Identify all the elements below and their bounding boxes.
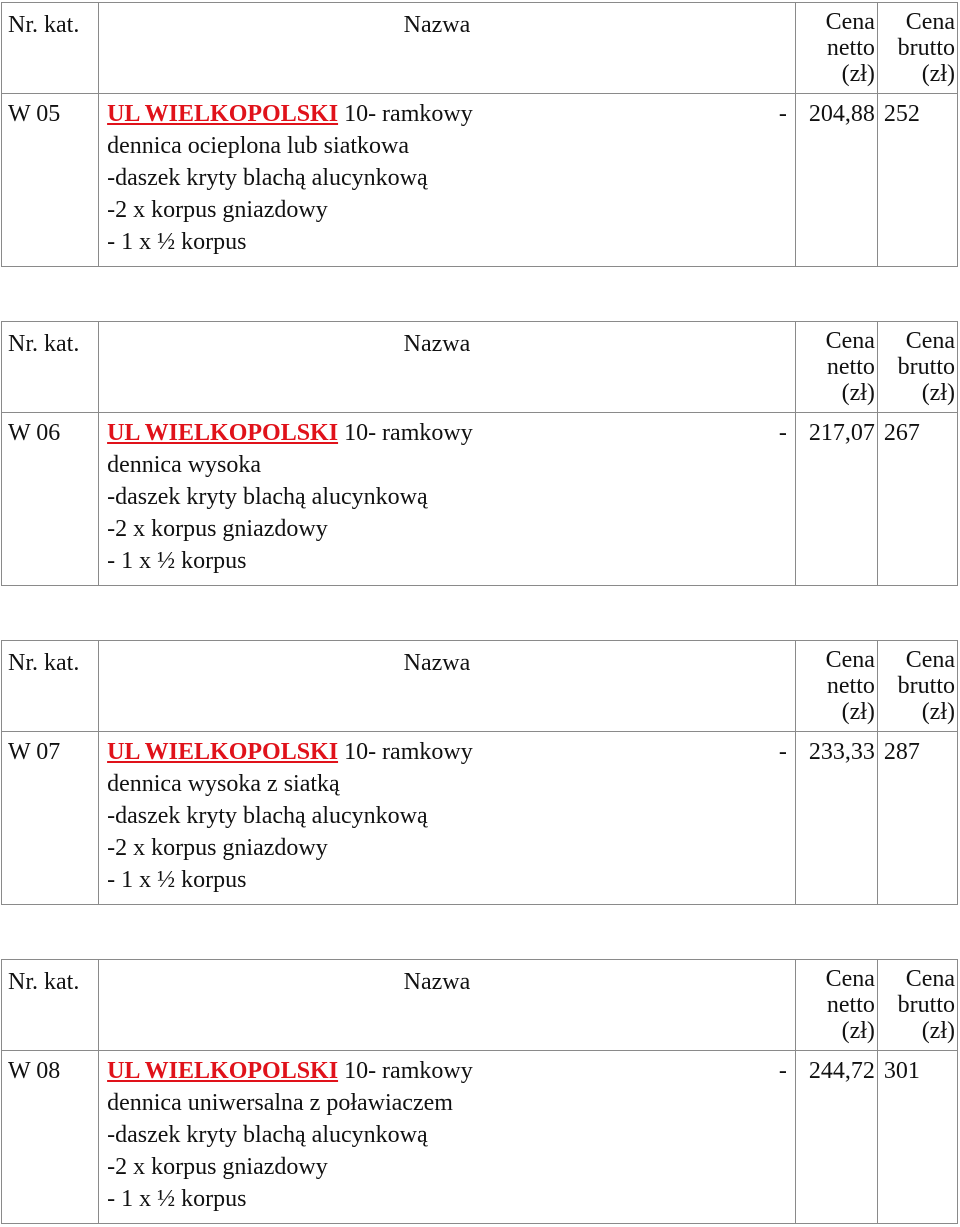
gross-price: 301 [877, 1051, 957, 1224]
gross-price: 252 [877, 94, 957, 267]
table-header-row [2, 3, 958, 94]
header-net-line-1: Cena [825, 966, 875, 992]
header-gross-line-1: Cena [905, 9, 955, 35]
product-title-rest: 10- ramkowy [338, 739, 473, 765]
brand-link[interactable]: UL WIELKOPOLSKI [107, 1058, 339, 1084]
gross-price: 267 [877, 413, 957, 586]
catalog-number: W 05 [2, 94, 99, 267]
header-net-line-2: netto [826, 35, 875, 61]
header-name [99, 960, 796, 1051]
product-table [1, 640, 958, 905]
catalog-number: W 06 [2, 413, 99, 586]
header-name-label: Nazwa [403, 969, 471, 995]
header-gross-line-1: Cena [905, 966, 955, 992]
header-gross-line-2: brutto [897, 992, 955, 1018]
header-net-price [795, 960, 877, 1051]
gross-price: 287 [877, 732, 957, 905]
product-description [99, 732, 796, 905]
header-gross-line-3: (zł) [921, 380, 955, 406]
header-catalog-number: Nr. kat. [2, 3, 99, 94]
header-net-line-1: Cena [825, 9, 875, 35]
header-gross-price [877, 641, 957, 732]
description-line: dennica wysoka z siatką [107, 771, 340, 797]
header-gross-line-3: (zł) [921, 61, 955, 87]
description-line: -daszek kryty blachą alucynkową [107, 165, 428, 191]
header-net-line-1: Cena [825, 647, 875, 673]
header-gross-price [877, 960, 957, 1051]
table-header-row [2, 641, 958, 732]
product-title-rest: 10- ramkowy [338, 420, 473, 446]
description-line: -2 x korpus gniazdowy [107, 197, 328, 223]
header-gross-line-2: brutto [897, 354, 955, 380]
description-line: -2 x korpus gniazdowy [107, 516, 328, 542]
header-name-label: Nazwa [403, 331, 471, 357]
header-name [99, 641, 796, 732]
description-line: -daszek kryty blachą alucynkową [107, 484, 428, 510]
net-price: 233,33 [795, 732, 877, 905]
header-gross-line-1: Cena [905, 328, 955, 354]
brand-link[interactable]: UL WIELKOPOLSKI [107, 420, 339, 446]
header-gross-line-3: (zł) [921, 699, 955, 725]
table-row [2, 413, 958, 586]
table-row [2, 1051, 958, 1224]
header-net-line-3: (zł) [841, 1018, 875, 1044]
header-net-price [795, 3, 877, 94]
product-table [1, 959, 958, 1224]
product-description [99, 413, 796, 586]
table-row [2, 94, 958, 267]
header-net-line-2: netto [826, 673, 875, 699]
table-header-row [2, 322, 958, 413]
product-title [107, 417, 795, 449]
price-dash: - [778, 1058, 787, 1084]
header-net-price [795, 641, 877, 732]
header-gross-line-1: Cena [905, 647, 955, 673]
product-title [107, 1055, 795, 1087]
description-line: -daszek kryty blachą alucynkową [107, 1122, 428, 1148]
catalog-number: W 07 [2, 732, 99, 905]
net-price: 217,07 [795, 413, 877, 586]
product-table [1, 2, 958, 267]
header-net-line-2: netto [826, 354, 875, 380]
header-gross-line-3: (zł) [921, 1018, 955, 1044]
header-net-line-3: (zł) [841, 61, 875, 87]
header-catalog-number: Nr. kat. [2, 641, 99, 732]
header-net-line-2: netto [826, 992, 875, 1018]
header-catalog-number: Nr. kat. [2, 960, 99, 1051]
price-dash: - [778, 101, 787, 127]
brand-link[interactable]: UL WIELKOPOLSKI [107, 101, 339, 127]
header-gross-line-2: brutto [897, 35, 955, 61]
description-line: - 1 x ½ korpus [107, 867, 247, 893]
description-line: dennica ocieplona lub siatkowa [107, 133, 409, 159]
net-price: 204,88 [795, 94, 877, 267]
header-net-price [795, 322, 877, 413]
table-row [2, 732, 958, 905]
product-description [99, 94, 796, 267]
catalog-number: W 08 [2, 1051, 99, 1224]
description-line: - 1 x ½ korpus [107, 1186, 247, 1212]
description-line: - 1 x ½ korpus [107, 548, 247, 574]
price-dash: - [778, 739, 787, 765]
product-title [107, 736, 795, 768]
header-name-label: Nazwa [403, 12, 471, 38]
product-title-rest: 10- ramkowy [338, 101, 473, 127]
product-description [99, 1051, 796, 1224]
header-net-line-3: (zł) [841, 699, 875, 725]
description-line: - 1 x ½ korpus [107, 229, 247, 255]
header-net-line-1: Cena [825, 328, 875, 354]
header-gross-price [877, 322, 957, 413]
header-gross-line-2: brutto [897, 673, 955, 699]
description-line: -2 x korpus gniazdowy [107, 835, 328, 861]
header-catalog-number: Nr. kat. [2, 322, 99, 413]
header-net-line-3: (zł) [841, 380, 875, 406]
product-title [107, 98, 795, 130]
product-title-rest: 10- ramkowy [338, 1058, 473, 1084]
net-price: 244,72 [795, 1051, 877, 1224]
header-gross-price [877, 3, 957, 94]
description-line: dennica wysoka [107, 452, 262, 478]
brand-link[interactable]: UL WIELKOPOLSKI [107, 739, 339, 765]
product-table [1, 321, 958, 586]
header-name-label: Nazwa [403, 650, 471, 676]
price-dash: - [778, 420, 787, 446]
header-name [99, 322, 796, 413]
description-line: -daszek kryty blachą alucynkową [107, 803, 428, 829]
header-name [99, 3, 796, 94]
table-header-row [2, 960, 958, 1051]
description-line: dennica uniwersalna z poławiaczem [107, 1090, 453, 1116]
description-line: -2 x korpus gniazdowy [107, 1154, 328, 1180]
